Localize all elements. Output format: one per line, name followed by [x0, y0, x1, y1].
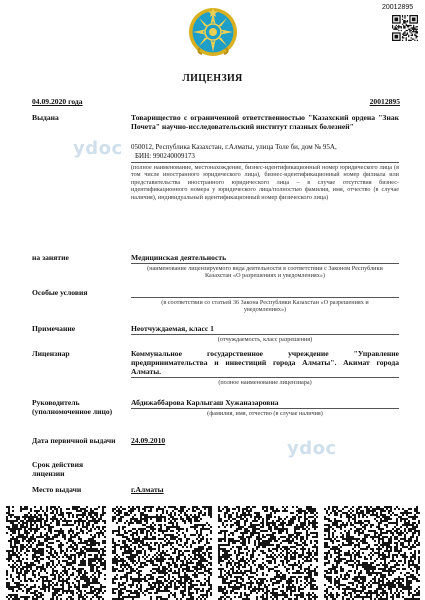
activity-hint: (наименование лицензируемого вида деятельности в соответствии с Законом Республики Казахстан «О разрешениях и уведомлениях»)	[147, 265, 383, 280]
conditions-rule	[131, 297, 399, 298]
issued-rule	[131, 162, 399, 163]
activity-label: на занятие	[32, 253, 69, 262]
conditions-hint: (в соответствии со статьей 36 Закона Республики Казахстан «О разрешениях и уведомлениях»)	[161, 299, 369, 314]
state-emblem	[188, 6, 238, 58]
head-label	[32, 398, 112, 416]
validity-label	[32, 460, 83, 478]
note-label: Примечание	[32, 324, 76, 333]
place-label: Место выдачи	[32, 485, 82, 494]
qr-code	[392, 15, 418, 41]
activity-rule	[131, 263, 399, 264]
licensor-label: Лицензиар	[32, 349, 70, 358]
validity-label-line2: лицензии	[32, 469, 65, 478]
head-value: Абдижаббарова Карлыгаш Хужаназаровна	[131, 398, 279, 407]
first-issue-label: Дата первичной выдачи	[32, 436, 116, 445]
watermark-1: ydoc	[73, 138, 123, 159]
note-hint: (отчуждаемость, класс разрешения)	[217, 336, 313, 343]
conditions-label: Особые условия	[32, 288, 88, 297]
page-title: ЛИЦЕНЗИЯ	[182, 73, 243, 84]
security-barcode-band	[0, 506, 425, 600]
activity-value: Медицинская деятельность	[131, 253, 227, 262]
note-rule	[131, 334, 399, 335]
licensor-value: Коммунальное государственное учреждение "Управление предпринимательства и инвестиций города Алматы". Акимат города Алматы.	[131, 349, 399, 377]
head-hint: (фамилия, имя, отчество (в случае наличия)	[207, 410, 323, 417]
issued-hint: (полное наименование, местонахождение, бизнес-идентификационный номер юридического лица (в том числе иностранного юридического лица), бизнес-идентификационный номер филиала или представительства иностранного юридического лица – в случае отсутствия бизнес-идентификационного номера у юридического лица/полностью фамилия, имя, отчество (в случае наличия), индивидуальный идентификационный номер физического лица)	[131, 164, 399, 201]
issued-address: 050012, Республика Казахстан, г.Алматы, улица Толе би, дом № 95А,	[131, 143, 337, 151]
issued-bin: БИН: 990240009173	[135, 152, 195, 160]
note-value: Неотчуждаемая, класс 1	[131, 324, 214, 333]
issued-label: Выдана	[32, 113, 59, 122]
validity-label-line1: Срок действия	[32, 460, 84, 469]
first-issue-value: 24.09.2010	[131, 436, 166, 445]
watermark-2: ydoc	[287, 438, 337, 459]
head-label-line1: Руководитель	[32, 398, 80, 407]
license-number: 20012895	[369, 97, 400, 106]
license-date: 04.09.2020 года	[32, 97, 83, 106]
doc-number-top: 20012895	[382, 4, 414, 11]
licensor-rule	[131, 377, 399, 378]
head-label-line2: (уполномоченное лицо)	[32, 407, 113, 416]
issued-name: Товарищество с ограниченной ответственностью "Казахский ордена "Знак Почета" научно-исследовательский институт глазных болезней"	[131, 113, 399, 132]
place-value: г.Алматы	[131, 485, 164, 494]
licensor-hint: (полное наименование лицензиара)	[218, 379, 312, 386]
head-rule	[131, 408, 399, 409]
